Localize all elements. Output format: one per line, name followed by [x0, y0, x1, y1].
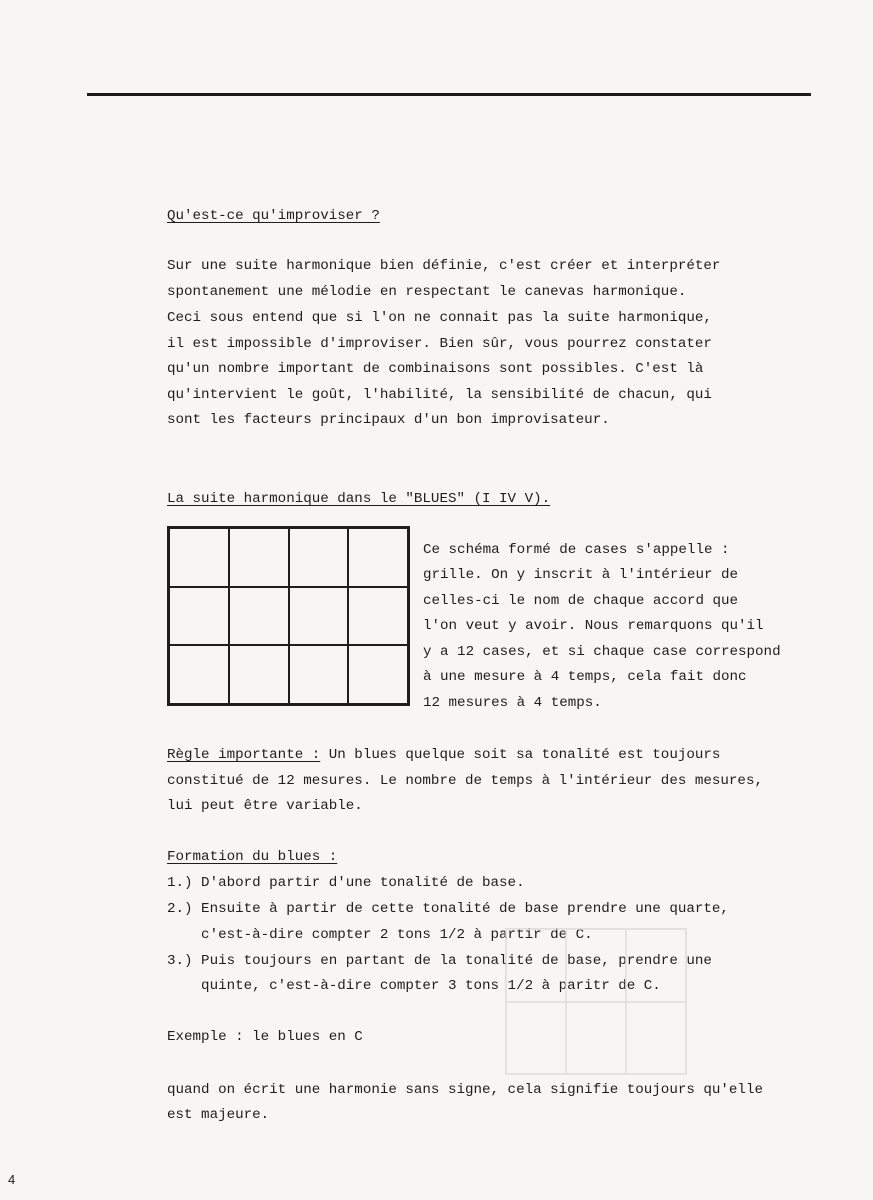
grid-text-line: 12 mesures à 4 temps.: [423, 695, 602, 711]
formation-line: 1.) D'abord partir d'une tonalité de base.: [167, 875, 525, 891]
section1-line: Sur une suite harmonique bien définie, c'est créer et interpréter: [167, 258, 721, 274]
grid-cell: [229, 528, 289, 587]
section2-heading: La suite harmonique dans le "BLUES" (I IV V).: [167, 491, 551, 507]
grid-cell: [348, 587, 408, 646]
grid-cell: [229, 587, 289, 646]
example-line: Exemple : le blues en C: [167, 1029, 363, 1045]
show-through-cell: [566, 1002, 626, 1075]
section1-line: qu'un nombre important de combinaisons sont possibles. C'est là: [167, 361, 704, 377]
grid-cell: [169, 528, 229, 587]
grid-cell: [169, 645, 229, 704]
grid-cell: [169, 587, 229, 646]
section1-line: sont les facteurs principaux d'un bon improvisateur.: [167, 412, 610, 428]
rule-text: Un blues quelque soit sa tonalité est toujours: [320, 747, 721, 763]
top-rule: [87, 93, 811, 96]
show-through-cell: [626, 929, 686, 1002]
grid-text-line: y a 12 cases, et si chaque case correspond: [423, 644, 781, 660]
grid-cell: [289, 645, 349, 704]
grid-text-line: à une mesure à 4 temps, cela fait donc: [423, 669, 747, 685]
formation-line: 3.) Puis toujours en partant de la tonalité de base, prendre une: [167, 953, 712, 969]
formation-line: c'est-à-dire compter 2 tons 1/2 à partir de C.: [167, 927, 593, 943]
grid-text-line: celles-ci le nom de chaque accord que: [423, 593, 739, 609]
grid-cell: [289, 587, 349, 646]
formation-line: 2.) Ensuite à partir de cette tonalité de base prendre une quarte,: [167, 901, 729, 917]
section1-line: il est impossible d'improviser. Bien sûr, vous pourrez constater: [167, 336, 712, 352]
closing-line: est majeure.: [167, 1107, 270, 1123]
formation-heading: Formation du blues :: [167, 849, 338, 865]
show-through-cell: [506, 1002, 566, 1075]
blues-grid: [167, 526, 410, 706]
section1-line: Ceci sous entend que si l'on ne connait pas la suite harmonique,: [167, 310, 712, 326]
rule-label: Règle importante :: [167, 747, 321, 763]
grid-text-line: grille. On y inscrit à l'intérieur de: [423, 567, 739, 583]
grid-cell: [289, 528, 349, 587]
show-through-cell: [626, 1002, 686, 1075]
rule-line: constitué de 12 mesures. Le nombre de temps à l'intérieur des mesures,: [167, 773, 763, 789]
rule-line: lui peut être variable.: [167, 798, 363, 814]
rule-line: [167, 746, 720, 764]
grid-cell: [348, 645, 408, 704]
grid-text-line: Ce schéma formé de cases s'appelle :: [423, 542, 730, 558]
show-through-cell: [506, 929, 566, 1002]
show-through-grid: [505, 928, 687, 1075]
grid-cell: [348, 528, 408, 587]
page-number: 4: [8, 1172, 16, 1187]
show-through-cell: [566, 929, 626, 1002]
grid-text-line: l'on veut y avoir. Nous remarquons qu'il: [423, 618, 764, 634]
grid-cell: [229, 645, 289, 704]
closing-line: quand on écrit une harmonie sans signe, cela signifie toujours qu'elle: [167, 1082, 763, 1098]
section1-line: spontanement une mélodie en respectant le canevas harmonique.: [167, 284, 687, 300]
section1-heading: Qu'est-ce qu'improviser ?: [167, 208, 380, 224]
section1-line: qu'intervient le goût, l'habilité, la sensibilité de chacun, qui: [167, 387, 712, 403]
formation-line: quinte, c'est-à-dire compter 3 tons 1/2 à paritr de C.: [167, 978, 661, 994]
